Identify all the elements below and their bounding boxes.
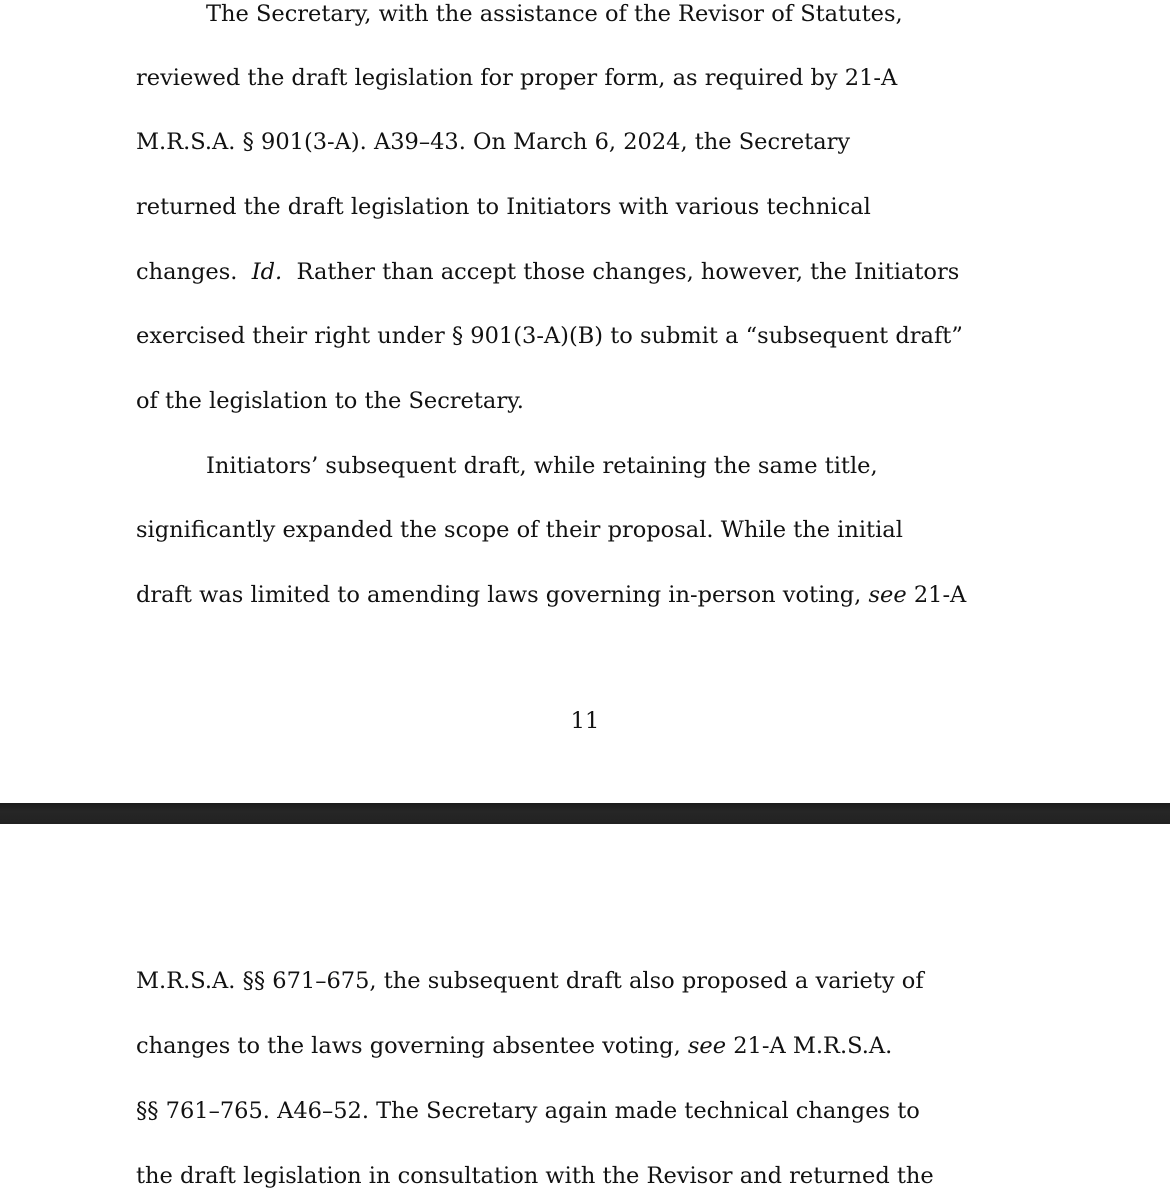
page-number: 11 xyxy=(570,708,600,734)
text-line: M.R.S.A. §§ 671–675, the subsequent draft also proposed a variety of xyxy=(136,968,924,994)
italic-signal: see xyxy=(868,582,907,608)
italic-citation: Id. xyxy=(251,259,283,285)
text-segment: changes to the laws governing absentee voting, xyxy=(136,1033,688,1059)
text-line: reviewed the draft legislation for proper form, as required by 21-A xyxy=(136,65,898,91)
text-segment: changes. xyxy=(136,259,252,285)
text-line: of the legislation to the Secretary. xyxy=(136,388,524,414)
text-line: M.R.S.A. § 901(3-A). A39–43. On March 6, 2024, the Secretary xyxy=(136,129,851,155)
text-line: exercised their right under § 901(3-A)(B) to submit a “subsequent draft” xyxy=(136,323,963,349)
text-segment: 21-A xyxy=(906,582,967,608)
text-line: §§ 761–765. A46–52. The Secretary again made technical changes to xyxy=(136,1098,920,1124)
text-line xyxy=(136,258,959,286)
text-line: returned the draft legislation to Initiators with various technical xyxy=(136,194,871,220)
text-line xyxy=(136,581,966,609)
text-line: the draft legislation in consultation with the Revisor and returned the xyxy=(136,1163,934,1189)
text-segment: Rather than accept those changes, however, the Initiators xyxy=(282,259,960,285)
text-line: significantly expanded the scope of their proposal. While the initial xyxy=(136,517,903,543)
text-line: The Secretary, with the assistance of the Revisor of Statutes, xyxy=(206,1,903,27)
text-line: Initiators’ subsequent draft, while retaining the same title, xyxy=(206,453,878,479)
text-segment: draft was limited to amending laws governing in-person voting, xyxy=(136,582,869,608)
text-line xyxy=(136,1032,892,1060)
italic-signal: see xyxy=(687,1033,727,1059)
text-segment: 21-A M.R.S.A. xyxy=(726,1033,893,1059)
page-separator xyxy=(0,803,1170,824)
